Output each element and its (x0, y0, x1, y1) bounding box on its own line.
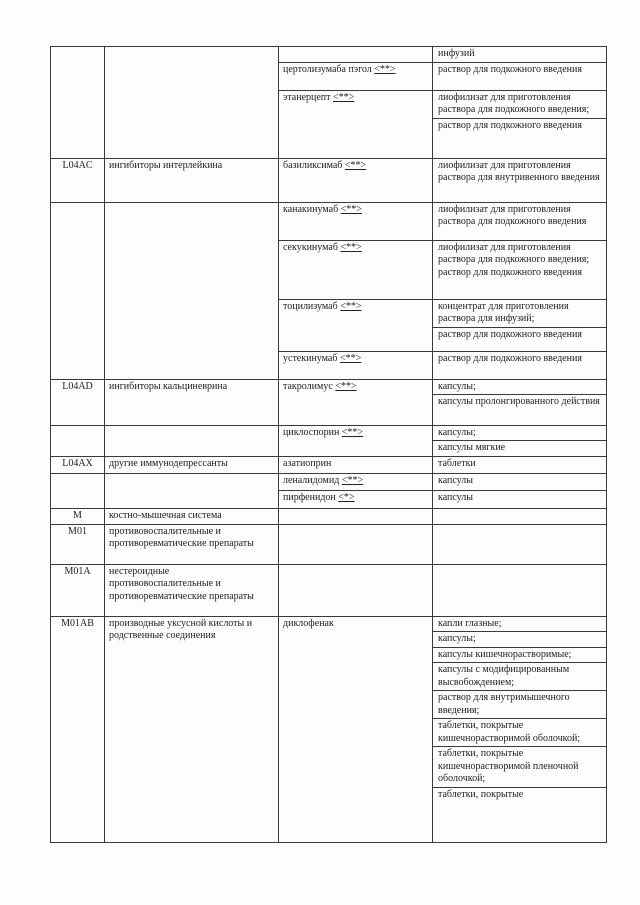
dosage-form-item: капсулы; (433, 426, 606, 442)
table-row (51, 379, 607, 425)
atc-code-cell (51, 425, 105, 456)
table-row (51, 158, 607, 202)
drug-name: секукинумаб (283, 241, 338, 253)
atc-code-cell: M01A (51, 564, 105, 616)
dosage-form-item (433, 565, 606, 567)
dosage-form-item: капсулы мягкие (438, 442, 506, 453)
anatomical-group-cell: ингибиторы кальциневрина (105, 379, 279, 425)
anatomical-group-cell: нестероидные противовоспалительные и противоревматические препараты (105, 564, 279, 616)
drug-name-cell (279, 62, 433, 90)
drug-name: такролимус (283, 380, 333, 392)
dosage-form-item: таблетки (438, 457, 476, 469)
dosage-form-cell (433, 456, 607, 473)
dosage-form-item: лиофилизат для приготовления раствора для подкожного введения (438, 203, 587, 227)
drug-name-cell (279, 456, 433, 473)
drug-name-cell (279, 379, 433, 425)
footnote-link[interactable]: <**> (335, 380, 357, 392)
atc-code-cell: M01 (51, 524, 105, 564)
anatomical-group-cell (105, 47, 279, 159)
drug-table-body (51, 47, 607, 843)
dosage-form-cell (433, 490, 607, 508)
footnote-link[interactable]: <**> (340, 241, 362, 253)
drug-table (50, 46, 607, 843)
drug-name-cell (279, 240, 433, 299)
dosage-form-cell (433, 202, 607, 240)
dosage-form-cell (433, 240, 607, 299)
dosage-form-item: капсулы кишечнорастворимые; (433, 648, 606, 664)
table-row (51, 425, 607, 456)
drug-name-cell (279, 616, 433, 842)
drug-name: пирфенидон (283, 491, 336, 503)
footnote-link[interactable]: <*> (338, 491, 355, 503)
anatomical-group-cell: костно-мышечная система (105, 508, 279, 524)
dosage-form-item: капсулы; (433, 632, 606, 648)
atc-code-cell: M (51, 508, 105, 524)
drug-name-cell (279, 490, 433, 508)
dosage-form-item: лиофилизат для приготовления раствора для подкожного введения; (433, 91, 606, 119)
dosage-form-cell (433, 351, 607, 379)
drug-name-cell (279, 524, 433, 564)
dosage-form-cell (433, 90, 607, 158)
footnote-link[interactable]: <**> (340, 300, 362, 312)
atc-code-cell: M01AB (51, 616, 105, 842)
table-row (51, 456, 607, 473)
dosage-form-item: капли глазные; (433, 617, 606, 633)
anatomical-group-cell: противовоспалительные и противоревматические препараты (105, 524, 279, 564)
dosage-form-item: капсулы; (433, 380, 606, 396)
atc-code-cell (51, 47, 105, 159)
drug-name: этанерцепт (283, 91, 331, 103)
footnote-link[interactable]: <**> (374, 63, 396, 75)
dosage-form-cell (433, 473, 607, 490)
dosage-form-item: капсулы (438, 474, 473, 486)
dosage-form-item: раствор для внутримышечного введения; (433, 691, 606, 719)
dosage-form-cell (433, 379, 607, 425)
drug-name: базиликсимаб (283, 159, 343, 171)
drug-name: тоцилизумаб (283, 300, 338, 312)
drug-name-cell (279, 425, 433, 456)
dosage-form-item (433, 509, 606, 511)
drug-name-cell (279, 202, 433, 240)
drug-name: диклофенак (283, 617, 334, 629)
anatomical-group-cell (105, 473, 279, 508)
dosage-form-cell (433, 62, 607, 90)
dosage-form-item: раствор для подкожного введения (438, 328, 582, 340)
atc-code-cell: L04AC (51, 158, 105, 202)
dosage-form-cell (433, 508, 607, 524)
dosage-form-item (433, 525, 606, 527)
table-row (51, 616, 607, 842)
drug-name-cell (279, 90, 433, 158)
dosage-form-cell (433, 524, 607, 564)
table-row (51, 508, 607, 524)
dosage-form-item: инфузий (438, 48, 475, 59)
dosage-form-cell (433, 425, 607, 456)
dosage-form-cell (433, 47, 607, 63)
footnote-link[interactable]: <**> (341, 474, 364, 486)
anatomical-group-cell (105, 202, 279, 379)
footnote-link[interactable]: <**> (341, 426, 364, 438)
drug-name-cell (279, 299, 433, 351)
table-row (51, 202, 607, 240)
atc-code-cell: L04AX (51, 456, 105, 473)
table-row (51, 473, 607, 490)
dosage-form-item: капсулы пролонгированного действия (438, 396, 600, 407)
drug-name: циклоспорин (283, 426, 340, 438)
dosage-form-item: лиофилизат для приготовления раствора для подкожного введения; раствор для подкожного введения (438, 241, 590, 278)
dosage-form-item: таблетки, покрытые кишечнорастворимой пленочной оболочкой; (433, 747, 606, 788)
table-row (51, 524, 607, 564)
dosage-form-item: капсулы (438, 491, 473, 503)
dosage-form-item: раствор для подкожного введения (438, 63, 582, 75)
table-row (51, 564, 607, 616)
dosage-form-item: раствор для подкожного введения (438, 119, 582, 131)
dosage-form-cell (433, 616, 607, 842)
atc-code-cell (51, 473, 105, 508)
table-row (51, 47, 607, 63)
dosage-form-cell (433, 564, 607, 616)
footnote-link[interactable]: <**> (344, 159, 367, 171)
anatomical-group-cell: ингибиторы интерлейкина (105, 158, 279, 202)
dosage-form-cell (433, 299, 607, 351)
drug-name-cell (279, 47, 433, 63)
anatomical-group-cell (105, 425, 279, 456)
footnote-link[interactable]: <**> (339, 352, 362, 364)
dosage-form-item: таблетки, покрытые кишечнорастворимой оболочкой; (433, 719, 606, 747)
footnote-link[interactable]: <**> (340, 203, 362, 215)
drug-name-cell (279, 508, 433, 524)
dosage-form-item: таблетки, покрытые (438, 788, 524, 800)
atc-code-cell (51, 202, 105, 379)
drug-name-cell (279, 351, 433, 379)
dosage-form-item: раствор для подкожного введения (438, 352, 582, 364)
anatomical-group-cell: производные уксусной кислоты и родственные соединения (105, 616, 279, 842)
dosage-form-item: концентрат для приготовления раствора для инфузий; (433, 300, 606, 328)
drug-name-cell (279, 158, 433, 202)
drug-name-cell (279, 473, 433, 490)
drug-name: канакинумаб (283, 203, 339, 215)
atc-code-cell: L04AD (51, 379, 105, 425)
drug-name: леналидомид (283, 474, 340, 486)
drug-name-cell (279, 564, 433, 616)
dosage-form-cell (433, 158, 607, 202)
drug-name: цертолизумаба пэгол (283, 63, 372, 75)
footnote-link[interactable]: <**> (333, 91, 355, 103)
dosage-form-item: лиофилизат для приготовления раствора для внутривенного введения (438, 159, 600, 183)
drug-name: устекинумаб (283, 352, 338, 364)
dosage-form-item: капсулы с модифицированным высвобождением; (433, 663, 606, 691)
drug-name: азатиоприн (283, 457, 332, 469)
anatomical-group-cell: другие иммунодепрессанты (105, 456, 279, 473)
